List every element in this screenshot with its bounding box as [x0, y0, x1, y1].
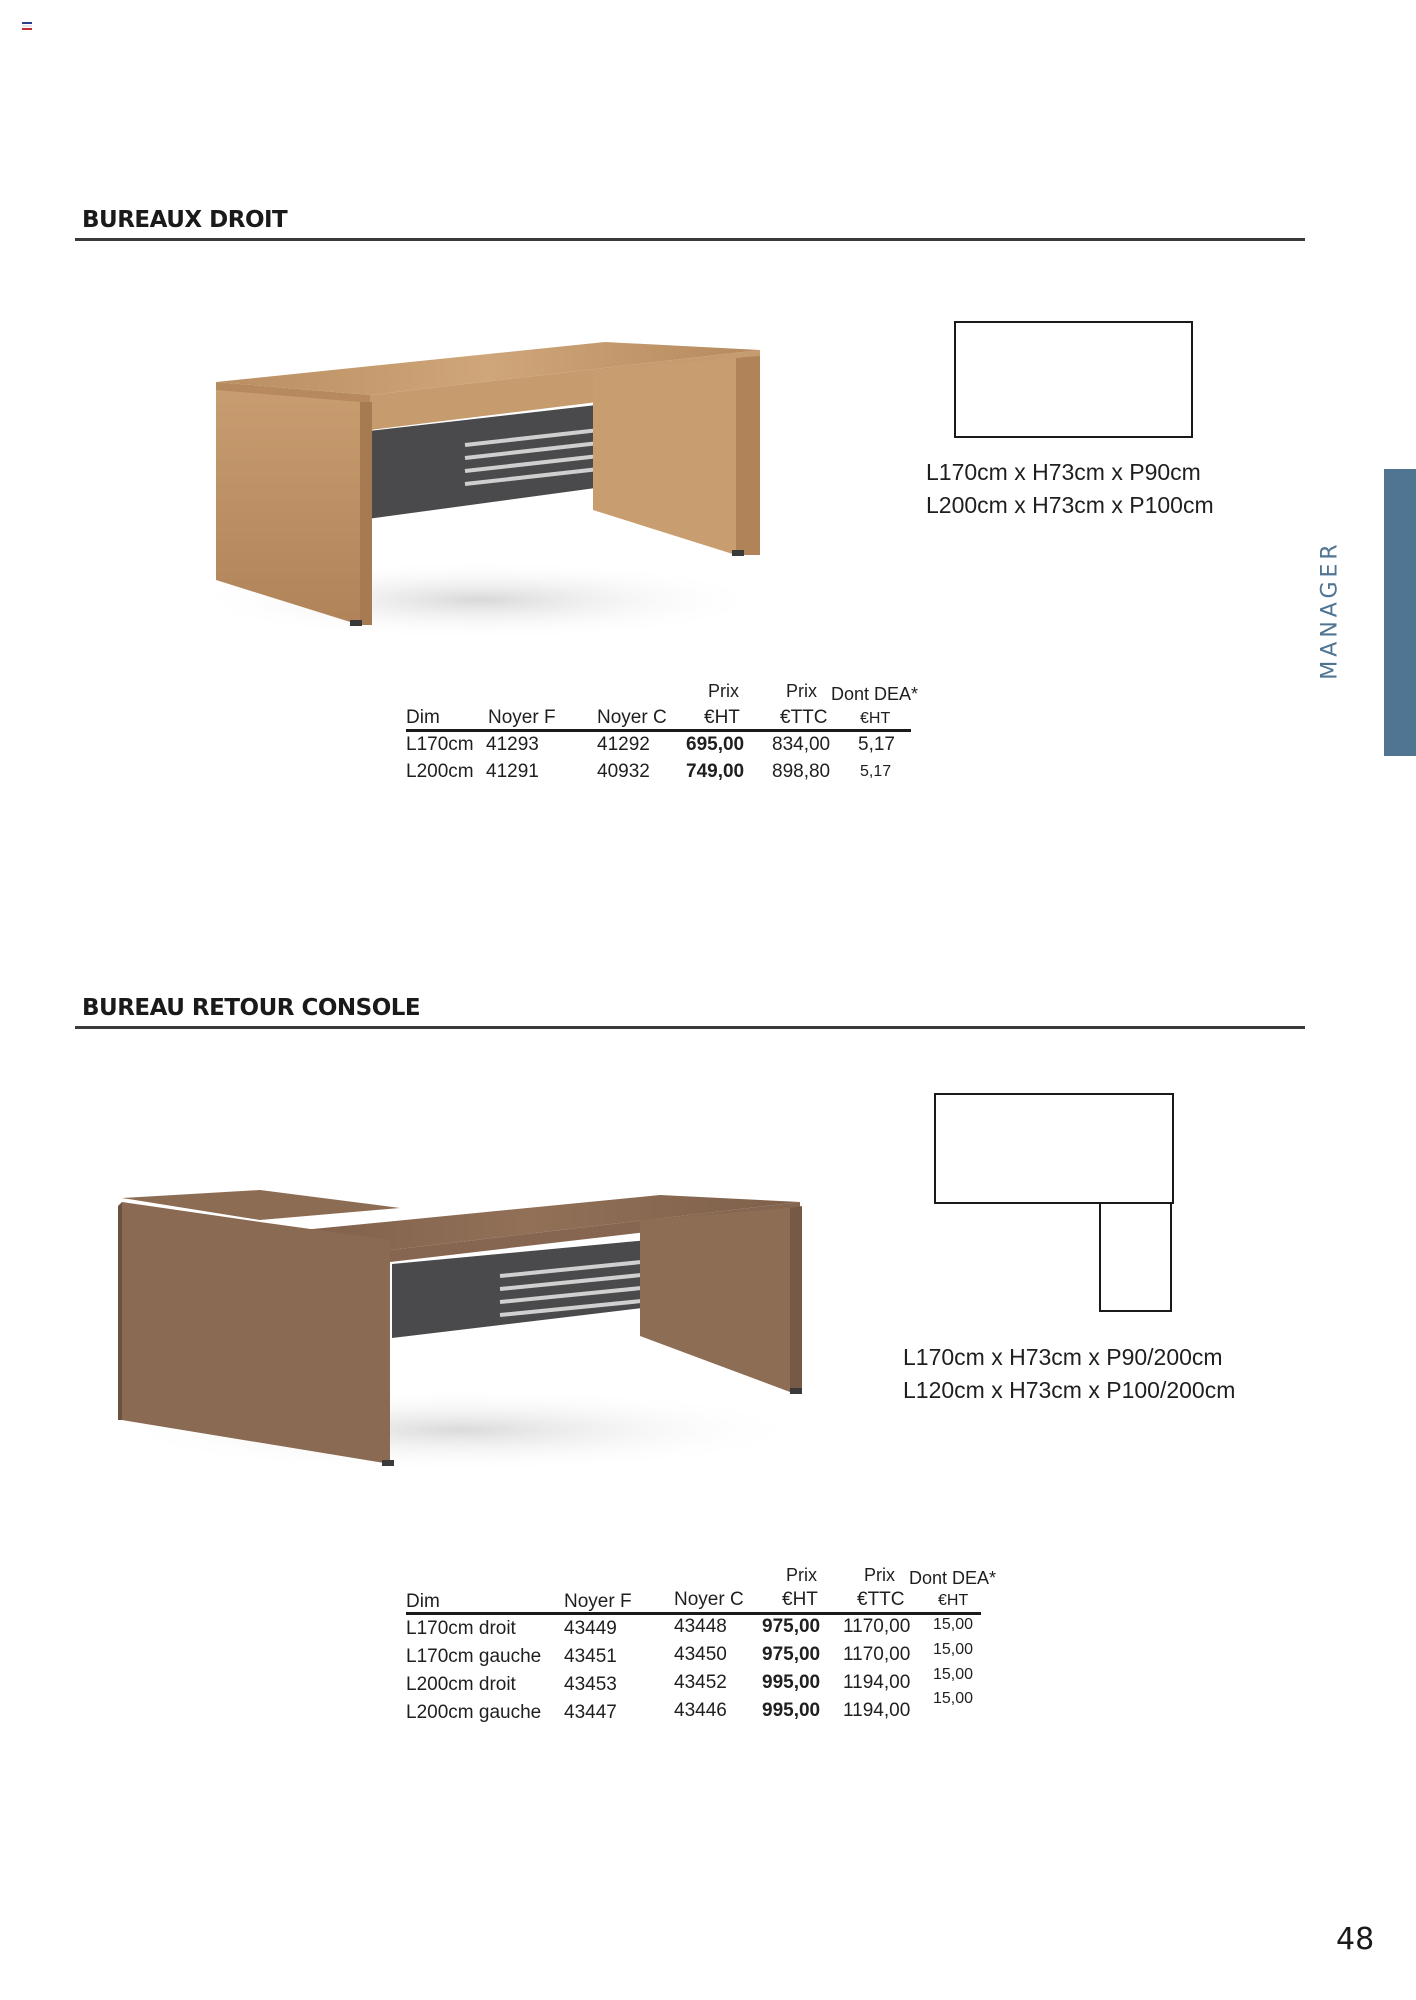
table-cell: 1170,00 — [843, 1644, 911, 1665]
section-divider — [75, 238, 1305, 241]
table-header-rule — [406, 729, 911, 732]
header-noyer-c: Noyer C — [674, 1589, 744, 1610]
desk-footprint-rectangle — [954, 321, 1193, 438]
dimension-line: L170cm x H73cm x P90cm — [926, 459, 1201, 485]
table-cell: 695,00 — [686, 734, 745, 755]
section-divider — [75, 1026, 1305, 1029]
header-dim: Dim — [406, 1591, 440, 1612]
table-cell: L170cm droit — [406, 1618, 516, 1639]
table-cell: 898,80 — [772, 761, 831, 782]
table-cell: 43448 — [674, 1616, 727, 1637]
desk-footprint-return — [1099, 1202, 1172, 1312]
dimension-line: L200cm x H73cm x P100cm — [926, 492, 1214, 518]
table-cell: 749,00 — [686, 761, 745, 782]
table-cell: 41292 — [597, 734, 650, 755]
desk-footprint-main — [934, 1093, 1174, 1204]
header-dea-top: Dont DEA* — [909, 1568, 997, 1588]
table-cell: 15,00 — [933, 1666, 974, 1683]
table-cell: 43449 — [564, 1618, 617, 1639]
header-dea-top: Dont DEA* — [831, 684, 919, 704]
table-cell: L200cm droit — [406, 1674, 516, 1695]
table-cell: 1170,00 — [843, 1616, 911, 1637]
table-cell: 5,17 — [858, 734, 895, 755]
table-cell: 43451 — [564, 1646, 617, 1667]
table-cell: 41293 — [486, 734, 539, 755]
table-cell: 995,00 — [762, 1700, 821, 1721]
table-cell: 975,00 — [762, 1644, 821, 1665]
section-title-bureau-retour-console: BUREAU RETOUR CONSOLE — [82, 995, 421, 1021]
dimensions-list — [903, 1341, 1235, 1407]
header-prix-ht-top: Prix — [786, 1565, 817, 1585]
table-cell: 40932 — [597, 761, 650, 782]
dimension-line: L170cm x H73cm x P90/200cm — [903, 1344, 1223, 1370]
table-cell: 43452 — [674, 1672, 727, 1693]
header-prix-ht: €HT — [704, 707, 740, 728]
header-noyer-f: Noyer F — [488, 707, 556, 728]
header-dea: €HT — [860, 710, 891, 727]
table-cell: 43447 — [564, 1702, 617, 1723]
header-prix-ttc: €TTC — [857, 1589, 905, 1610]
header-prix-ttc-top: Prix — [786, 681, 817, 701]
table-cell: 15,00 — [933, 1616, 974, 1633]
table-cell: L200cm — [406, 761, 474, 782]
table-cell: 15,00 — [933, 1641, 974, 1658]
header-noyer-c: Noyer C — [597, 707, 667, 728]
section-title-bureaux-droit: BUREAUX DROIT — [82, 207, 288, 233]
table-cell: 43450 — [674, 1644, 727, 1665]
dimension-line: L120cm x H73cm x P100/200cm — [903, 1377, 1236, 1403]
page-number: 48 — [1336, 1922, 1375, 1957]
table-cell: L170cm gauche — [406, 1646, 542, 1667]
table-cell: 975,00 — [762, 1616, 821, 1637]
table-cell: 41291 — [486, 761, 539, 782]
table-cell: 43453 — [564, 1674, 617, 1695]
header-prix-ht-top: Prix — [708, 681, 739, 701]
desk-image-straight — [180, 330, 780, 640]
header-prix-ttc: €TTC — [780, 707, 828, 728]
side-tab-label: MANAGER — [1317, 540, 1343, 680]
table-cell: 1194,00 — [843, 1700, 911, 1721]
table-cell: L170cm — [406, 734, 474, 755]
header-prix-ht: €HT — [782, 1589, 818, 1610]
desk-image-l-shaped — [100, 1180, 820, 1470]
table-header-rule — [406, 1612, 981, 1615]
header-prix-ttc-top: Prix — [864, 1565, 895, 1585]
table-cell: 834,00 — [772, 734, 831, 755]
table-cell: 995,00 — [762, 1672, 821, 1693]
flag-icon — [22, 22, 32, 29]
table-cell: 1194,00 — [843, 1672, 911, 1693]
table-cell: 15,00 — [933, 1690, 974, 1707]
side-tab-bar — [1384, 469, 1416, 756]
table-cell: L200cm gauche — [406, 1702, 542, 1723]
header-dea: €HT — [938, 1592, 969, 1609]
dimensions-list — [926, 456, 1214, 522]
header-noyer-f: Noyer F — [564, 1591, 632, 1612]
table-cell: 5,17 — [860, 763, 892, 780]
table-cell: 43446 — [674, 1700, 727, 1721]
header-dim: Dim — [406, 707, 440, 728]
